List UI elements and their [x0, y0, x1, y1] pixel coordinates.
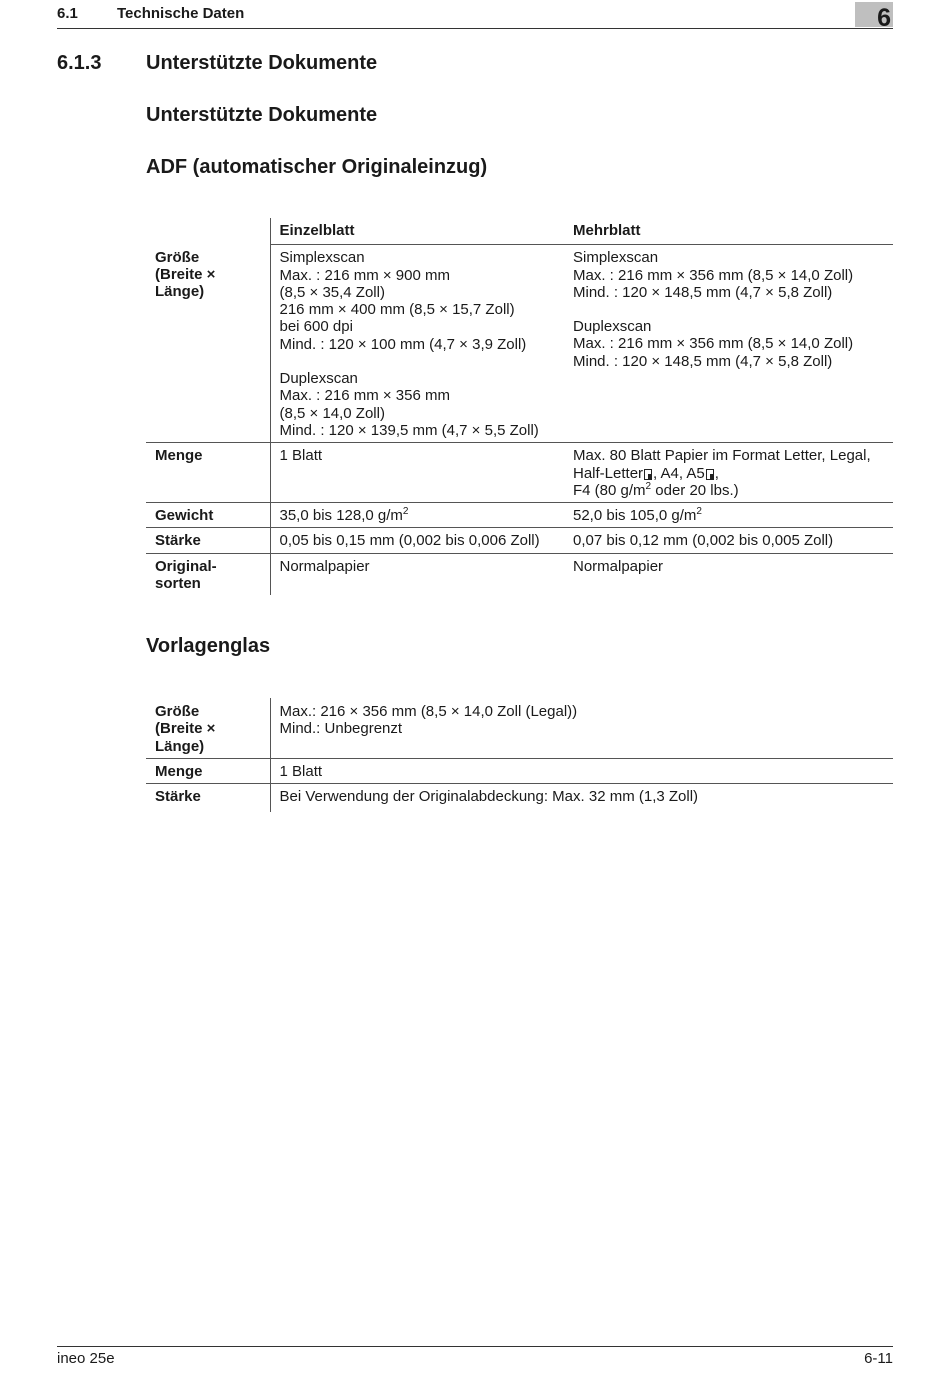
- adf-size-label: Größe (Breite × Länge): [155, 248, 216, 301]
- adf-heading: ADF (automatischer Originaleinzug): [146, 156, 488, 178]
- adf-thickness-multi: 0,07 bis 0,12 mm (0,002 bis 0,005 Zoll): [564, 528, 893, 553]
- header-section-title: Technische Daten: [117, 5, 245, 22]
- section-number: 6.1.3: [57, 52, 102, 74]
- adf-header-row: [146, 218, 893, 245]
- adf-weight-multi-text: 52,0 bis 105,0 g/m: [573, 507, 697, 525]
- platen-row-size: [146, 698, 893, 758]
- paper-orientation-icon: [644, 469, 652, 480]
- platen-row-quantity: [146, 758, 893, 783]
- adf-col-single: Einzelblatt: [270, 218, 564, 245]
- adf-col-multi: Mehrblatt: [564, 218, 893, 245]
- footer-page-number: 6-11: [864, 1350, 893, 1367]
- adf-quantity-single: 1 Blatt: [270, 443, 564, 503]
- adf-row-weight: [146, 503, 893, 528]
- adf-weight-multi: [564, 503, 893, 528]
- adf-weight-label: Gewicht: [146, 503, 270, 528]
- adf-quantity-f4: F4 (80 g/m: [573, 481, 646, 499]
- adf-thickness-single: 0,05 bis 0,15 mm (0,002 bis 0,006 Zoll): [270, 528, 564, 553]
- adf-size-multi: [564, 245, 893, 443]
- platen-quantity-value: 1 Blatt: [270, 758, 893, 783]
- platen-quantity-label: Menge: [146, 758, 270, 783]
- platen-thickness-label: Stärke: [146, 784, 270, 813]
- adf-size-single: [270, 245, 564, 443]
- platen-thickness-value: Bei Verwendung der Originalabdeckung: Max. 32 mm (1,3 Zoll): [270, 784, 893, 813]
- adf-quantity-half-letter: Half-Letter: [573, 464, 644, 482]
- platen-size-value: Max.: 216 × 356 mm (8,5 × 14,0 Zoll (Legal)) Mind.: Unbegrenzt: [270, 698, 893, 758]
- section-title: Unterstützte Dokumente: [146, 52, 378, 74]
- adf-row-size: [146, 245, 893, 443]
- platen-row-thickness: [146, 784, 893, 813]
- platen-size-label: Größe (Breite × Länge): [155, 703, 216, 755]
- chapter-badge: 6: [855, 2, 893, 27]
- adf-spec-table: [146, 218, 893, 595]
- platen-spec-table: [146, 698, 893, 812]
- superscript-2: 2: [696, 506, 702, 518]
- platen-heading: Vorlagenglas: [146, 635, 271, 657]
- adf-header-empty: [146, 218, 270, 245]
- adf-quantity-multi-line1: Max. 80 Blatt Papier im Format Letter, Legal,: [573, 447, 871, 465]
- adf-row-thickness: [146, 528, 893, 553]
- adf-size-single-simplex: Simplexscan Max. : 216 mm × 900 mm (8,5 × 35,4 Zoll) 216 mm × 400 mm (8,5 × 15,7 Zoll) bei 600 dpi Mind. : 120 × 100 mm (4,7 × 3,9 Zoll): [279, 249, 527, 353]
- adf-quantity-a4-a5: , A4, A5: [653, 464, 705, 482]
- adf-weight-single: [270, 503, 564, 528]
- adf-row-quantity: [146, 443, 893, 503]
- header-rule: [57, 28, 893, 29]
- adf-row-types: [146, 553, 893, 595]
- footer-product: ineo 25e: [57, 1350, 115, 1367]
- adf-size-multi-duplex: Duplexscan Max. : 216 mm × 356 mm (8,5 × 14,0 Zoll) Mind. : 120 × 148,5 mm (4,7 × 5,8 Zoll): [573, 318, 854, 370]
- section-subtitle: Unterstützte Dokumente: [146, 104, 378, 126]
- adf-quantity-label: Menge: [146, 443, 270, 503]
- adf-types-multi: Normalpapier: [564, 553, 893, 595]
- adf-quantity-weight: oder 20 lbs.): [651, 481, 739, 499]
- superscript-2: 2: [645, 480, 652, 492]
- superscript-2: 2: [402, 506, 409, 518]
- adf-size-single-duplex: Duplexscan Max. : 216 mm × 356 mm (8,5 × 14,0 Zoll) Mind. : 120 × 139,5 mm (4,7 × 5,5 Zoll): [279, 370, 539, 439]
- adf-quantity-multi: [564, 443, 893, 503]
- adf-weight-single-text: 35,0 bis 128,0 g/m: [279, 507, 403, 525]
- paper-orientation-icon: [706, 469, 714, 480]
- adf-thickness-label: Stärke: [146, 528, 270, 553]
- adf-types-label: Original- sorten: [146, 553, 270, 595]
- adf-size-multi-simplex: Simplexscan Max. : 216 mm × 356 mm (8,5 × 14,0 Zoll) Mind. : 120 × 148,5 mm (4,7 × 5,8 Zoll): [573, 249, 854, 301]
- header-section-number: 6.1: [57, 5, 78, 22]
- footer-rule: [57, 1346, 893, 1347]
- adf-types-single: Normalpapier: [270, 553, 564, 595]
- adf-quantity-comma: ,: [714, 464, 719, 482]
